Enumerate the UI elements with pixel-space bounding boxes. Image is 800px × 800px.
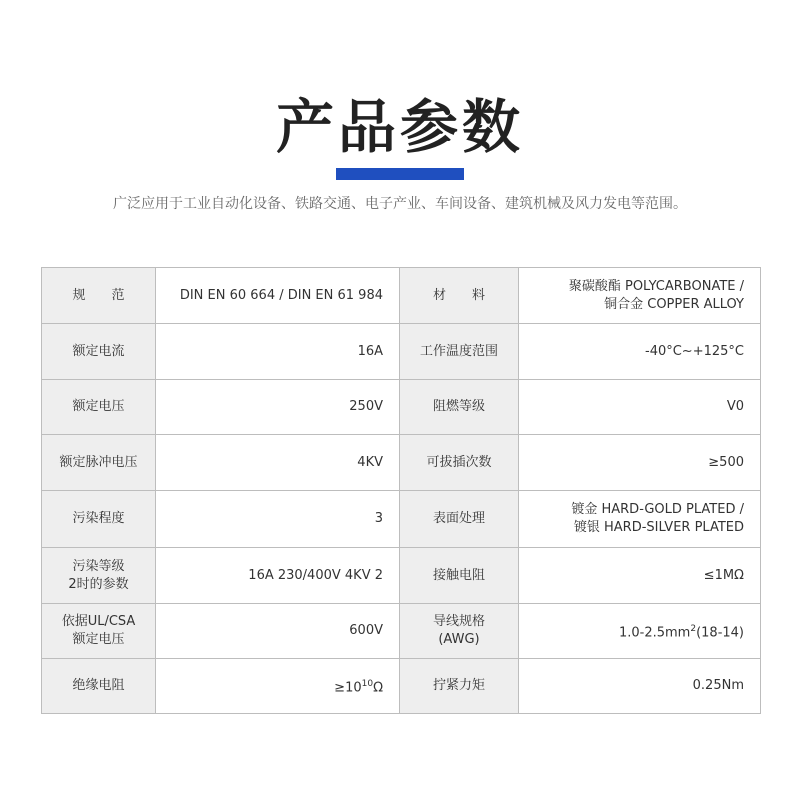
spec-label: 规 范	[42, 268, 156, 324]
value-superscript: 10	[361, 678, 374, 689]
value-tail: Ω	[373, 680, 383, 696]
spec-label: 工作温度范围	[400, 324, 519, 380]
spec-label: 可拔插次数	[400, 435, 519, 491]
table-row	[42, 491, 761, 548]
spec-value	[519, 604, 761, 659]
spec-value: DIN EN 60 664 / DIN EN 61 984	[156, 268, 400, 324]
spec-value: 3	[156, 491, 400, 548]
spec-value	[156, 659, 400, 714]
spec-label: 额定电流	[42, 324, 156, 380]
spec-value-line: 镀银 HARD-SILVER PLATED	[573, 520, 744, 535]
title-underline	[336, 168, 464, 180]
value-base: 1.0-2.5mm	[618, 625, 691, 641]
table-row	[42, 659, 761, 714]
table-row	[42, 324, 761, 380]
spec-label: 材 料	[400, 268, 519, 324]
value-superscript: 2	[690, 623, 697, 634]
value-base: ≥10	[334, 680, 362, 696]
spec-label: 阻燃等级	[400, 380, 519, 435]
spec-value-line: 镀金 HARD-GOLD PLATED /	[571, 502, 744, 517]
spec-label-line: 污染等级	[72, 558, 125, 574]
spec-value-line: 聚碳酸酯 POLYCARBONATE /	[568, 278, 744, 294]
spec-label: 接触电阻	[400, 548, 519, 604]
table-row	[42, 268, 761, 324]
table-row	[42, 435, 761, 491]
spec-label: 表面处理	[400, 491, 519, 548]
spec-value-line: 铜合金 COPPER ALLOY	[604, 296, 744, 312]
spec-value: ≤1MΩ	[519, 548, 761, 604]
spec-value	[519, 268, 761, 324]
table-row	[42, 380, 761, 435]
spec-label-line: 依据UL/CSA	[61, 614, 136, 629]
spec-value: 16A 230/400V 4KV 2	[156, 548, 400, 604]
spec-label: 污染程度	[42, 491, 156, 548]
value-tail: (18-14)	[696, 625, 744, 641]
spec-label-line: 2时的参数	[68, 576, 129, 592]
table-row	[42, 604, 761, 659]
spec-label	[42, 548, 156, 604]
page-subtitle: 广泛应用于工业自动化设备、铁路交通、电子产业、车间设备、建筑机械及风力发电等范围。	[113, 196, 687, 212]
spec-label: 导线规格(AWG)	[400, 604, 519, 659]
spec-label: 拧紧力矩	[400, 659, 519, 714]
spec-value: 16A	[156, 324, 400, 380]
spec-table	[41, 267, 761, 714]
spec-value: V0	[519, 380, 761, 435]
spec-value: 600V	[156, 604, 400, 659]
spec-value: 4KV	[156, 435, 400, 491]
spec-value: 0.25Nm	[519, 659, 761, 714]
spec-label-line: 额定电压	[72, 632, 125, 647]
spec-value: ≥500	[519, 435, 761, 491]
table-row	[42, 548, 761, 604]
page-title: 产品参数	[275, 93, 524, 161]
spec-label: 额定电压	[42, 380, 156, 435]
spec-value	[519, 491, 761, 548]
spec-value: 250V	[156, 380, 400, 435]
spec-value: -40°C~+125°C	[519, 324, 761, 380]
spec-label: 绝缘电阻	[42, 659, 156, 714]
spec-label: 额定脉冲电压	[42, 435, 156, 491]
spec-label	[42, 604, 156, 659]
